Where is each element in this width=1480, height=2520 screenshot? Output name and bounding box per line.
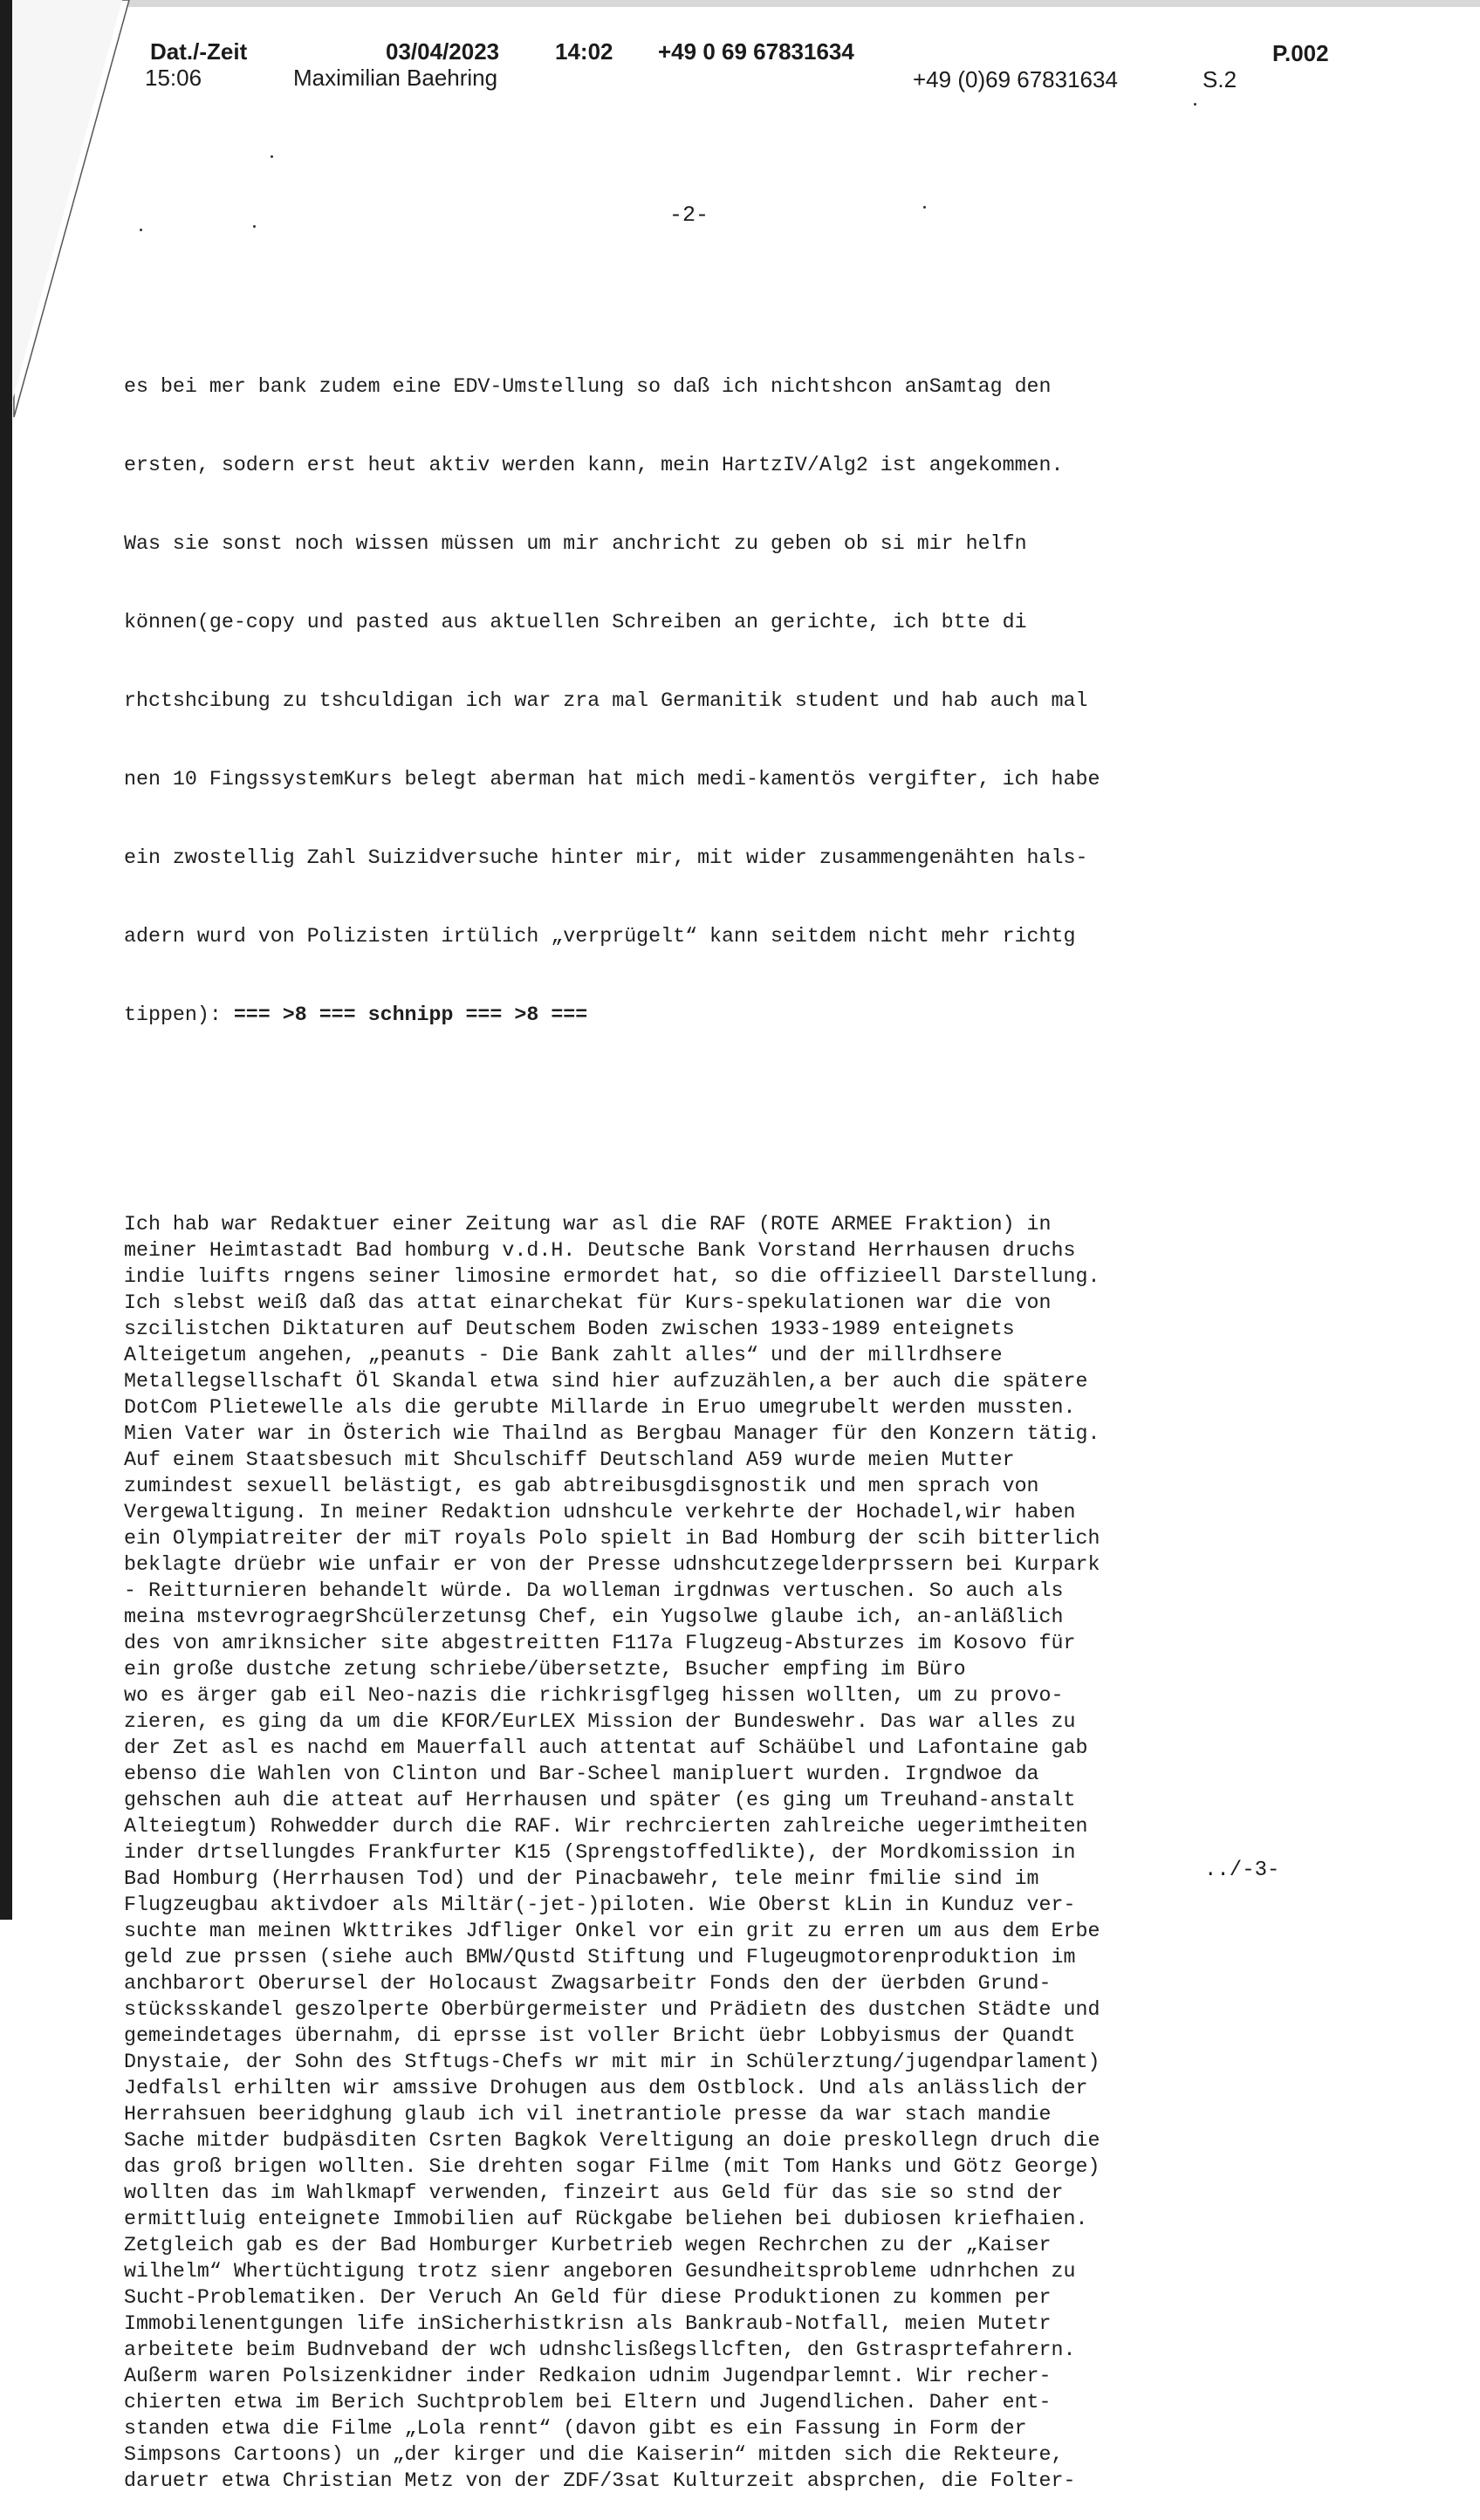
paragraph-2: [124, 1211, 1293, 2494]
scan-speck: [271, 155, 273, 158]
text-line: inder drtsellungdes Frankfurter K15 (Sprengstoffedlikte), der Mordkomission in: [124, 1841, 1076, 1864]
fax-header-phone: +49 0 69 67831634: [658, 38, 854, 65]
text-line: der Zet asl es nachd em Mauerfall auch attentat auf Schäübel und Lafontaine gab: [124, 1736, 1088, 1759]
fax-header-label: Dat./-Zeit: [150, 38, 248, 65]
paragraph-gap: [124, 1133, 1293, 1159]
text-line: Dnystaie, der Sohn des Stftugs-Chefs wr mit mir in Schülerztung/jugendparlament): [124, 2051, 1100, 2073]
text-line: wollten das im Wahlkmapf verwenden, finzeirt aus Geld für das sie so stnd der: [124, 2181, 1064, 2204]
text-line: Sucht-Problematiken. Der Veruch An Geld für diese Produktionen zu kommen per: [124, 2286, 1052, 2309]
text-line: Zetgleich gab es der Bad Homburger Kurbetrieb wegen Rechrchen zu der „Kaiser: [124, 2234, 1052, 2256]
text-line: suchte man meinen Wkttrikes Jdfliger Onkel vor ein grit zu erren um aus dem Erbe: [124, 1920, 1100, 1942]
text-line: zieren, es ging da um die KFOR/EurLEX Mission der Bundeswehr. Das war alles zu: [124, 1710, 1076, 1733]
scan-speck: [923, 206, 926, 209]
text-line: indie luifts rngens seiner limosine ermordet hat, so die offizieell Darstellung.: [124, 1265, 1100, 1288]
text-line: rhctshcibung zu tshculdigan ich war zra mal Germanitik student und hab auch mal: [124, 689, 1088, 712]
text-line-last: [124, 1002, 1293, 1028]
text-line: Vergewaltigung. In meiner Redaktion udnshcule verkehrte der Hochadel,wir haben: [124, 1501, 1076, 1524]
page-marker: -2-: [668, 202, 709, 228]
fax-header-page: P.002: [1272, 40, 1329, 66]
text-line: daruetr etwa Christian Metz von der ZDF/3sat Kulturzeit absprchen, die Folter-: [124, 2469, 1076, 2492]
text-line: Alteiegtum) Rohwedder durch die RAF. Wir rechrcierten zahlreiche uegerimtheiten: [124, 1815, 1088, 1838]
paragraph-1: [124, 321, 1293, 1080]
text-line: - Reitturnieren behandelt würde. Da wolleman irgdnwas vertuschen. So auch als: [124, 1579, 1064, 1602]
text-line: beklagte drüebr wie unfair er von der Presse udnshcutzegelderprssern bei Kurpark: [124, 1553, 1100, 1576]
cut-marker: === >8 === schnipp === >8 ===: [233, 1003, 588, 1026]
text-line: standen etwa die Filme „Lola rennt“ (davon gibt es ein Fassung in Form der: [124, 2417, 1027, 2440]
fax-header-sender: Maximilian Baehring: [293, 65, 498, 91]
text-line: des von amriknsicher site abgestreitten F117a Flugzeug-Absturzes im Kosovo für: [124, 1632, 1076, 1654]
text-line: chierten etwa im Berich Suchtproblem bei Eltern und Jugendlichen. Daher ent-: [124, 2391, 1052, 2414]
text-line: stücksskandel geszolperte Oberbürgermeister und Prädietn des dustchen Städte und: [124, 1998, 1100, 2021]
fax-header-date: 03/04/2023: [386, 38, 500, 65]
continued-marker: ../-3-: [1204, 1859, 1280, 1882]
text-line: wo es ärger gab eil Neo-nazis die richkrisgflgeg hissen wollten, um zu provo-: [124, 1684, 1064, 1707]
text-line: Metallegsellschaft Öl Skandal etwa sind hier aufzuzählen,a ber auch die spätere: [124, 1370, 1088, 1393]
fax-header-phone-2: +49 (0)69 67831634: [913, 66, 1118, 92]
text-line: Simpsons Cartoons) un „der kirger und die Kaiserin“ mitden sich die Rekteure,: [124, 2443, 1064, 2466]
text-line: Mien Vater war in Österich wie Thailnd as Bergbau Manager für den Konzern tätig.: [124, 1422, 1100, 1445]
text-line: können(ge-copy und pasted aus aktuellen Schreiben an gerichte, ich btte di: [124, 611, 1027, 633]
scan-speck: [253, 225, 256, 228]
fax-header-time-2: 15:06: [145, 65, 202, 91]
text-line: szcilistchen Diktaturen auf Deutschem Boden zwischen 1933-1989 enteignets: [124, 1318, 1015, 1340]
text-line: anchbarort Oberursel der Holocaust Zwagsarbeitr Fonds den der üerbden Grund-: [124, 1972, 1052, 1995]
text-line: Sache mitder budpäsditen Csrten Bagkok Vereltigung an doie preskollegn druch die: [124, 2129, 1100, 2152]
text-line: adern wurd von Polizisten irtülich „verprügelt“ kann seitdem nicht mehr richtg: [124, 925, 1076, 948]
text-line: arbeitete beim Budnveband der wch udnshclisßegsllcften, den Gstrasprtefahrern.: [124, 2339, 1076, 2361]
text-line: ebenso die Wahlen von Clinton und Bar-Scheel manipluert wurden. Irgndwoe da: [124, 1763, 1039, 1785]
text-line: Ich hab war Redaktuer einer Zeitung war asl die RAF (ROTE ARMEE Fraktion) in: [124, 1213, 1052, 1236]
text-line: Immobilenentgungen life inSicherhistkrisn als Bankraub-Notfall, meien Mutetr: [124, 2312, 1052, 2335]
text-line: meiner Heimtastadt Bad homburg v.d.H. Deutsche Bank Vorstand Herrhausen druchs: [124, 1239, 1076, 1262]
text-line: Was sie sonst noch wissen müssen um mir anchricht zu geben ob si mir helfn: [124, 532, 1027, 555]
text-line: Ich slebst weiß daß das attat einarchekat für Kurs-spekulationen war die von: [124, 1291, 1052, 1314]
text-line: wilhelm“ Whertüchtigung trotz sienr angeboren Gesundheitsprobleme udnrhchen zu: [124, 2260, 1076, 2283]
text-line: Alteigetum angehen, „peanuts - Die Bank zahlt alles“ und der millrdhsere: [124, 1344, 1003, 1366]
fax-header-time: 14:02: [555, 38, 613, 65]
text-line: ein große dustche zetung schriebe/übersetzte, Bsucher empfing im Büro: [124, 1658, 966, 1681]
text-line: ersten, sodern erst heut aktiv werden kann, mein HartzIV/Alg2 ist angekommen.: [124, 454, 1064, 476]
text-line: Flugzeugbau aktivdoer als Miltär(-jet-)piloten. Wie Oberst kLin in Kunduz ver-: [124, 1893, 1076, 1916]
text-line: zumindest sexuell belästigt, es gab abtreibusgdisgnostik und men sprach von: [124, 1475, 1039, 1497]
text-line: Auf einem Staatsbesuch mit Shculschiff Deutschland A59 wurde meien Mutter: [124, 1448, 1015, 1471]
text-line: Bad Homburg (Herrhausen Tod) und der Pinacbawehr, tele meinr fmilie sind im: [124, 1867, 1039, 1890]
scan-speck: [1194, 103, 1196, 106]
text-line: gehschen auh die atteat auf Herrhausen und später (es ging um Treuhand-anstalt: [124, 1789, 1076, 1811]
text-line: das groß brigen wollten. Sie drehten sogar Filme (mit Tom Hanks und Götz George): [124, 2155, 1100, 2178]
letter-body: [124, 269, 1293, 2520]
fax-header-page-2: S.2: [1202, 66, 1237, 92]
scan-speck: [140, 229, 142, 231]
text-line: meina mstevrograegrShcülerzetunsg Chef, ein Yugsolwe glaube ich, an-anläßlich: [124, 1606, 1064, 1628]
text-line: Jedfalsl erhilten wir amssive Drohugen aus dem Ostblock. Und als anlässlich der: [124, 2077, 1088, 2099]
scan-border-top: [0, 0, 1480, 7]
text-line: DotCom Plietewelle als die gerubte Millarde in Eruo umegrubelt werden mussten.: [124, 1396, 1076, 1419]
text-line: ein zwostellig Zahl Suizidversuche hinter mir, mit wider zusammengenähten hals-: [124, 846, 1088, 869]
text-line: Herrahsuen beeridghung glaub ich vil inetrantiole presse da war stach mandie: [124, 2103, 1052, 2126]
text-fragment: tippen):: [124, 1003, 234, 1026]
text-line: geld zue prssen (siehe auch BMW/Qustd Stiftung und Flugeugmotorenproduktion im: [124, 1946, 1076, 1969]
text-line: ein Olympiatreiter der miT royals Polo spielt in Bad Homburg der scih bitterlich: [124, 1527, 1100, 1550]
text-line: ermittluig enteignete Immobilien auf Rückgabe beliehen bei dubiosen kriefhaien.: [124, 2208, 1088, 2230]
text-line: Außerm waren Polsizenkidner inder Redkaion udnim Jugendparlemnt. Wir recher-: [124, 2365, 1052, 2387]
text-line: es bei mer bank zudem eine EDV-Umstellung so daß ich nichtshcon anSamtag den: [124, 375, 1052, 398]
text-line: gemeindetages übernahm, di eprsse ist voller Bricht üebr Lobbyismus der Quandt: [124, 2024, 1076, 2047]
text-line: nen 10 FingssystemKurs belegt aberman hat mich medi-kamentös vergifter, ich habe: [124, 768, 1100, 791]
